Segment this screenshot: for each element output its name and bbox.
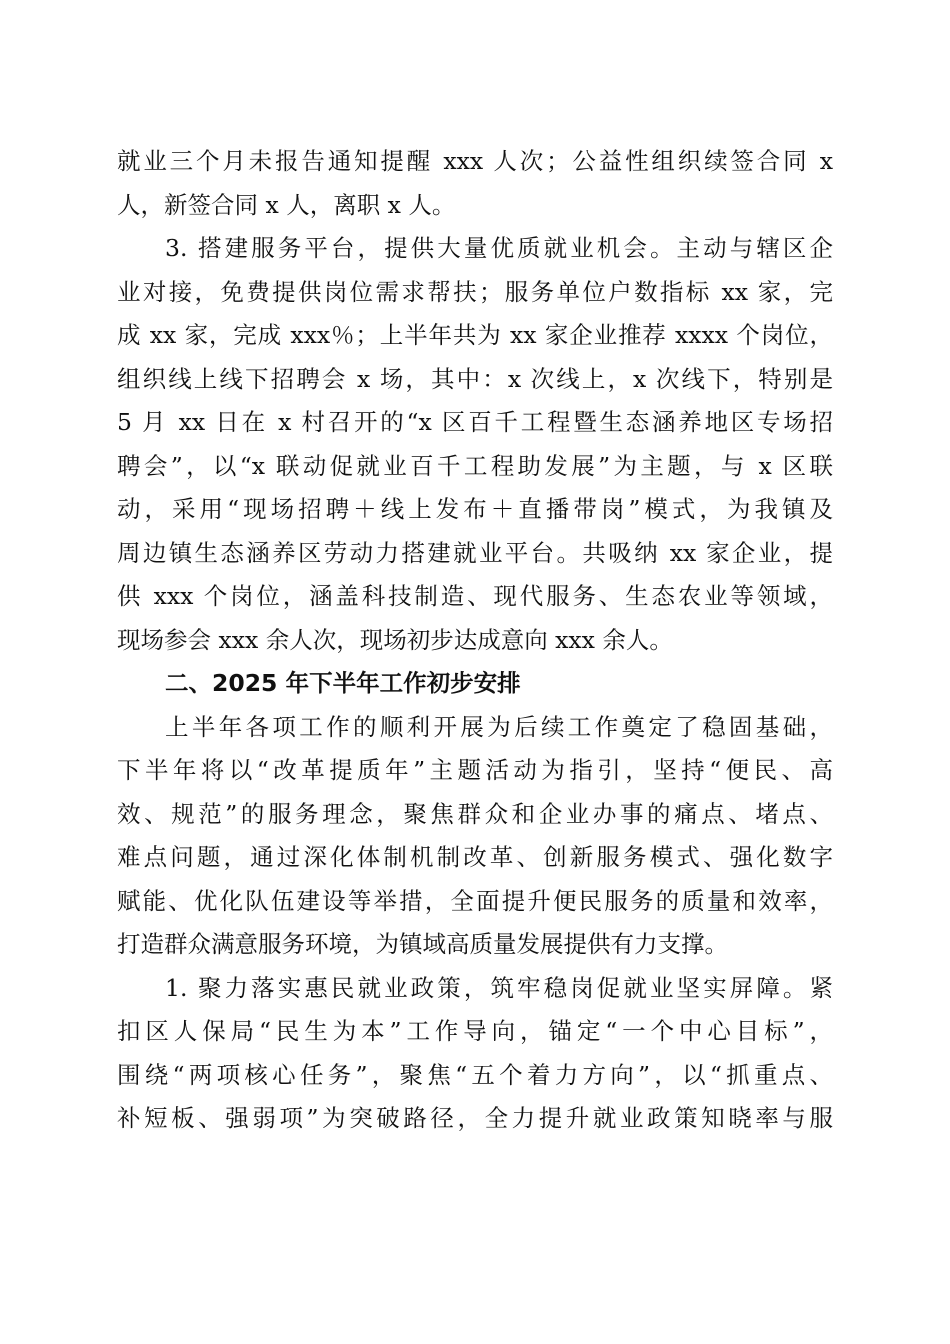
text-line: 打造群众满意服务环境，为镇域高质量发展提供有力支撑。 xyxy=(117,930,728,958)
text-line: 上半年各项工作的顺利开展为后续工作奠定了稳固基础， xyxy=(165,712,833,741)
text-line: 周边镇生态涵养区劳动力搭建就业平台。共吸纳 xx 家企业，提 xyxy=(117,538,833,567)
text-line: 组织线上线下招聘会 x 场，其中：x 次线上，x 次线下，特别是 xyxy=(117,364,833,393)
text-line: 就业三个月未报告通知提醒 xxx 人次；公益性组织续签合同 x xyxy=(117,147,833,175)
paragraph xyxy=(117,967,833,1141)
text-line: 供 xxx 个岗位，涵盖科技制造、现代服务、生态农业等领域， xyxy=(117,582,833,610)
text-line: 动，采用“现场招聘＋线上发布＋直播带岗”模式，为我镇及 xyxy=(117,495,833,523)
text-line: 扣区人保局“民生为本”工作导向，锚定“一个中心目标”， xyxy=(117,1017,833,1045)
paragraph xyxy=(117,227,833,662)
text-line: 1. 聚力落实惠民就业政策，筑牢稳岗促就业坚实屏障。紧 xyxy=(165,973,833,1002)
text-line: 5 月 xx 日在 x 村召开的“x 区百千工程暨生态涵养地区专场招 xyxy=(117,408,833,436)
text-line: 现场参会 xxx 余人次，现场初步达成意向 xxx 余人。 xyxy=(117,625,673,654)
text-line: 业对接，免费提供岗位需求帮扶；服务单位户数指标 xx 家，完 xyxy=(117,277,833,306)
section-heading: 二、2025 年下半年工作初步安排 xyxy=(165,669,521,697)
text-line: 难点问题，通过深化体制机制改革、创新服务模式、强化数字 xyxy=(117,843,833,871)
text-line: 下半年将以“改革提质年”主题活动为指引，坚持“便民、高 xyxy=(117,756,833,784)
text-line: 赋能、优化队伍建设等举措，全面提升便民服务的质量和效率， xyxy=(117,886,833,915)
text-line: 围绕“两项核心任务”，聚焦“五个着力方向”，以“抓重点、 xyxy=(117,1060,833,1089)
text-line: 聘会”，以“x 联动促就业百千工程助发展”为主题，与 x 区联 xyxy=(117,451,833,480)
text-line: 人，新签合同 x 人，离职 x 人。 xyxy=(117,190,456,219)
text-line: 3. 搭建服务平台，提供大量优质就业机会。主动与辖区企 xyxy=(165,234,833,262)
paragraph xyxy=(117,140,833,227)
paragraph xyxy=(117,706,833,967)
document-page xyxy=(117,140,833,1141)
text-line: 效、规范”的服务理念，聚焦群众和企业办事的痛点、堵点、 xyxy=(117,799,833,828)
text-line: 成 xx 家，完成 xxx％；上半年共为 xx 家企业推荐 xxxx 个岗位， xyxy=(117,321,833,349)
text-line: 补短板、强弱项”为突破路径，全力提升就业政策知晓率与服 xyxy=(117,1104,833,1132)
